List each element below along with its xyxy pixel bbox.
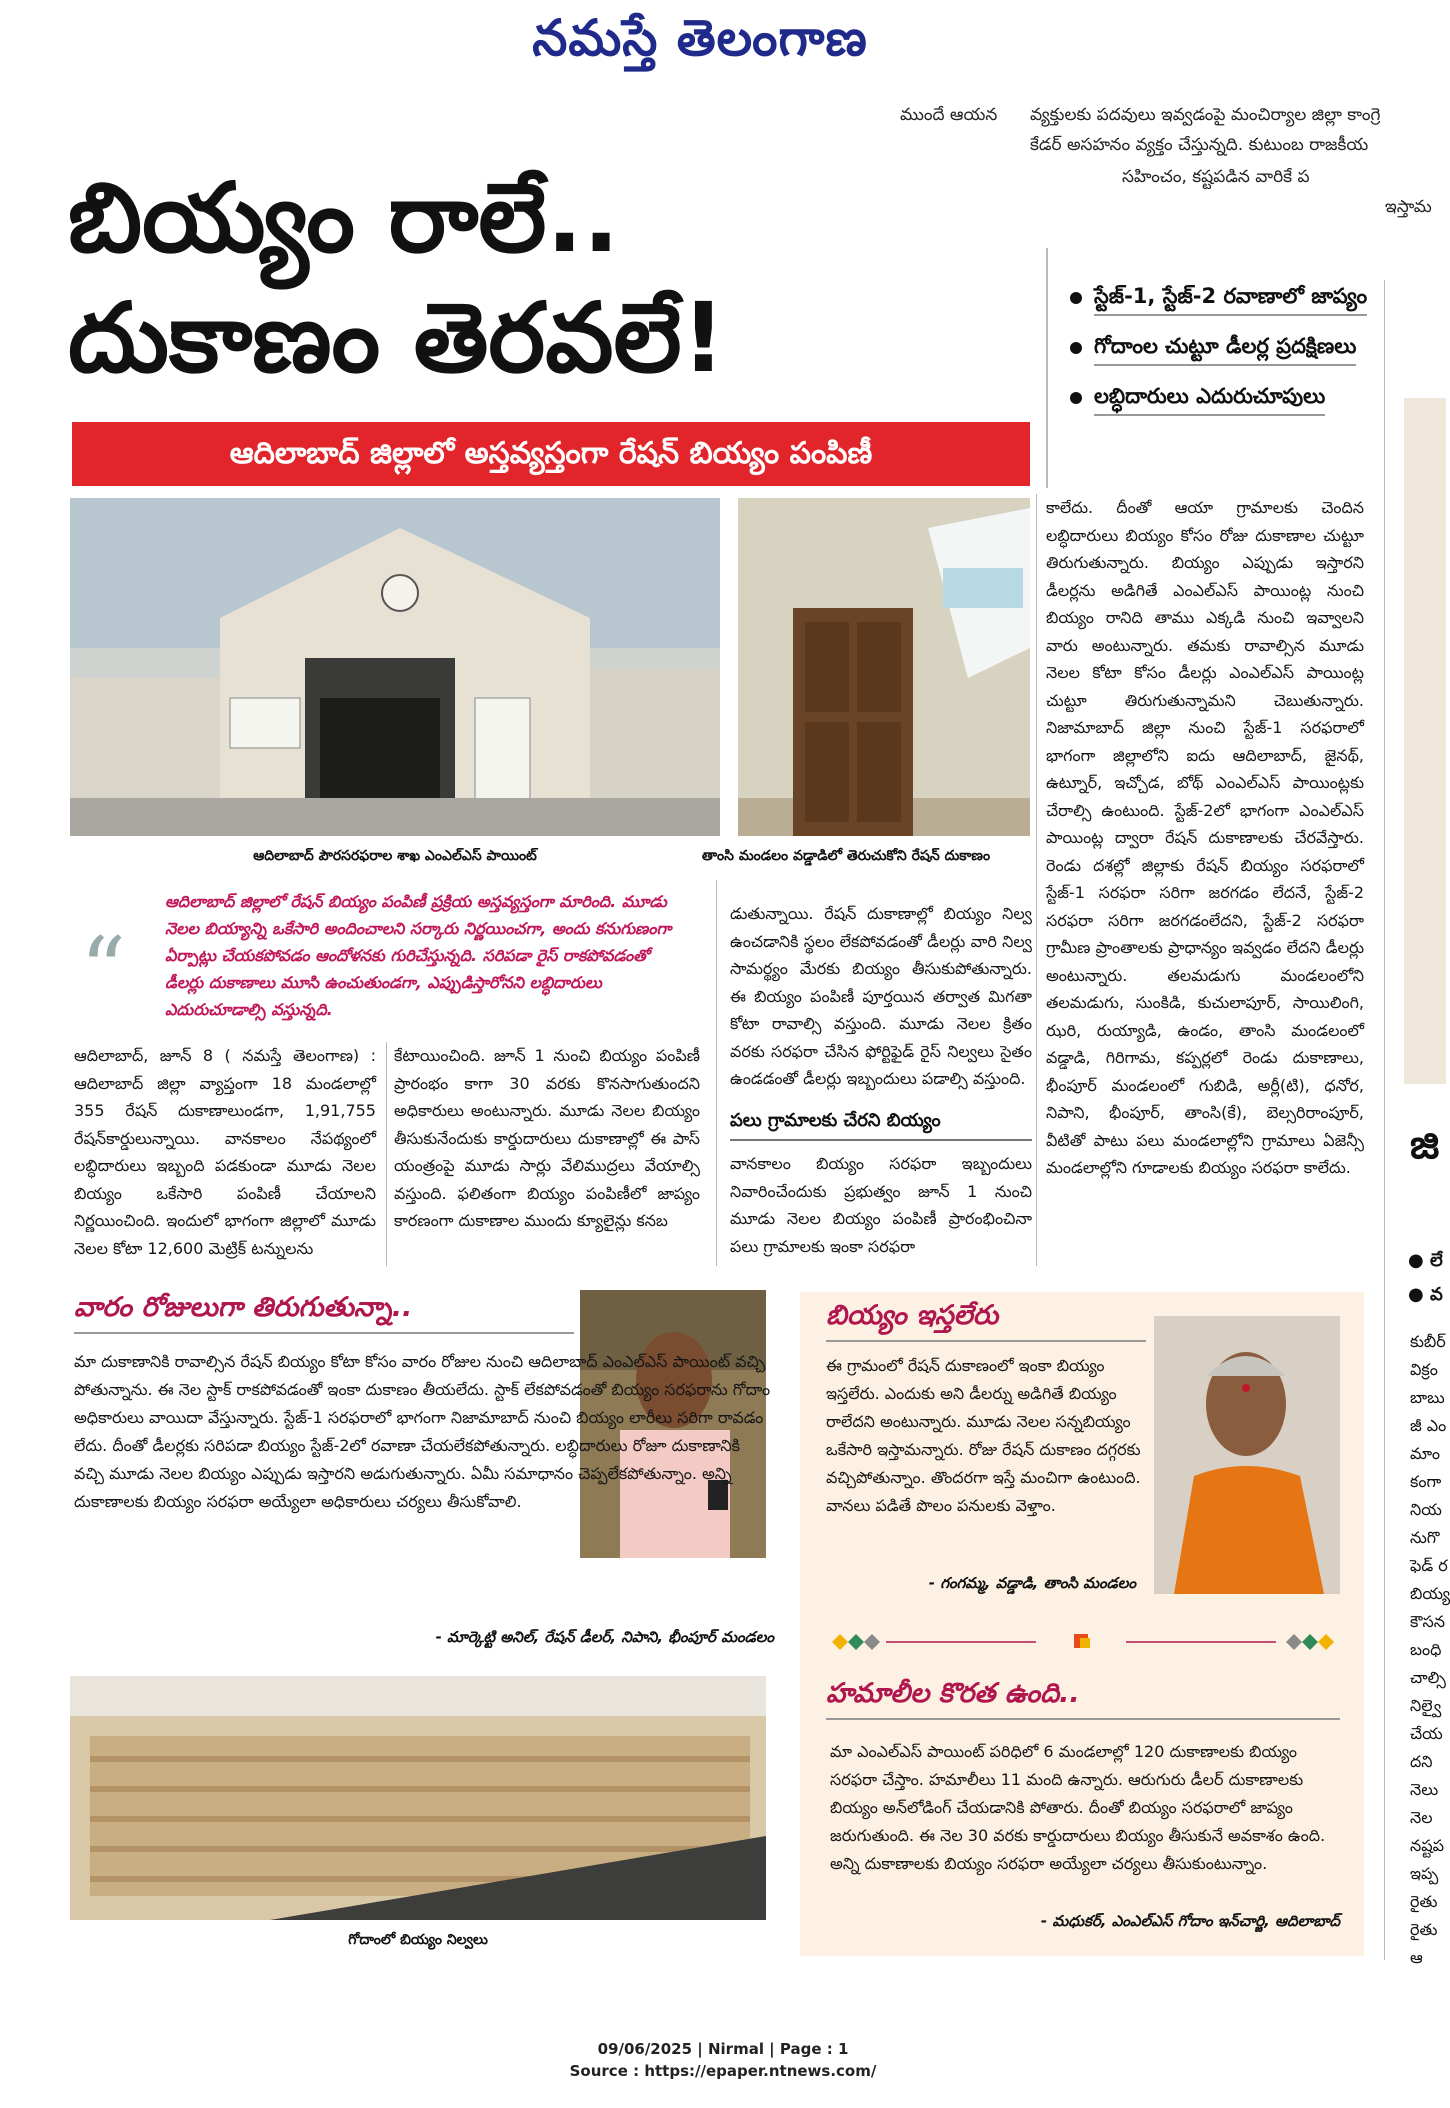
article-column-3: డుతున్నాయి. రేషన్ దుకాణాల్లో బియ్యం నిల్వ ఉంచడానికి స్థలం లేకపోవడంతో డీలర్లు వారి నిల్వ సామర్థ్యం మేరకు బియ్యం తీసుకుపోతున్నారు. ఈ బియ్యం పంపిణీ పూర్తయిన తర్వాత మిగతా కోటా రావాల్సి వస్తుంది. మూడు నెలల క్రితం వరకు సరఫరా చేసిన ఫోర్టిఫైడ్ రైస్ నిల్వలు సైతం ఉండడంతో డీలర్లు ఇబ్బందులు పడాల్సి వస్తుంది.: [730, 904, 1032, 1088]
bleed-text: ముందే ఆయన: [900, 105, 998, 125]
highlight-item: [1070, 282, 1370, 316]
column-divider: [386, 1042, 387, 1266]
right-edge-bullet-text: లే: [1429, 1250, 1443, 1271]
article-subheading: పలు గ్రామాలకు చేరని బియ్యం: [730, 1110, 1032, 1141]
highlight-item: [1070, 332, 1370, 366]
rice-stock-photo: [70, 1676, 766, 1920]
highlights-list: [1070, 282, 1370, 432]
right-edge-line: చాల్సి: [1410, 1668, 1446, 1687]
right-edge-line: చేయ: [1410, 1724, 1443, 1743]
bleed-text: వ్యక్తులకు పదవులు ఇవ్వడంపై మంచిర్యాల జిల్లా కాంగ్రె: [1030, 105, 1381, 125]
right-edge-line: ఇప్ప: [1410, 1864, 1439, 1883]
dealer-signature: - మార్కెట్టి అనిల్, రేషన్ డీలర్, నిపాని, భీంపూర్ మండలం: [435, 1628, 774, 1646]
title-underline: [826, 1340, 1146, 1342]
footer-source: Source : https://epaper.ntnews.com/: [569, 2062, 877, 2080]
closed-shop-photo: [738, 498, 1030, 836]
right-edge-line: దని: [1410, 1752, 1433, 1771]
highlight-item: [1070, 382, 1370, 416]
right-edge-ad: [1404, 398, 1446, 1084]
right-edge-line: నియ: [1410, 1500, 1442, 1519]
column-divider: [1036, 494, 1037, 1266]
photo-caption: ఆదిలాబాద్ పౌరసరఫరాల శాఖ ఎంఎల్ఎస్ పాయింట్: [253, 848, 537, 864]
photo-caption: గోదాంలో బియ్యం నిల్వలు: [348, 1932, 488, 1948]
godown-photo: [70, 498, 720, 836]
right-edge-bullet: ● వ: [1408, 1284, 1443, 1305]
right-edge-bullet-text: వ: [1429, 1284, 1443, 1305]
article-column-1: ఆదిలాబాద్, జూన్ 8 ( నమస్తే తెలంగాణ) : ఆదిలాబాద్ జిల్లా వ్యాప్తంగా 18 మండలాల్లో 355 రేషన్ దుకాణాలుండగా, 1,91,755 రేషన్‌కార్డులున్నాయి. వానకాలం నేపథ్యంలో లబ్ధిదారులు ఇబ్బంది పడకుండా మూడు నెలల బియ్యం ఒకేసారి పంపిణీ చేయాలని నిర్ణయించింది. ఇందులో భాగంగా జిల్లాలో మూడు నెలల కోటా 12,600 మెట్రిక్ టన్నులను: [74, 1046, 376, 1258]
official-signature: - మధుకర్, ఎంఎల్ఎస్ గోదాం ఇన్‌చార్జి, ఆదిలాబాద్: [1040, 1912, 1340, 1930]
right-edge-line: కౌసన: [1410, 1612, 1445, 1631]
pull-quote: ఆదిలాబాద్ జిల్లాలో రేషన్ బియ్యం పంపిణీ ప్రక్రియ అస్తవ్యస్తంగా మారింది. మూడు నెలల బియ్యాన్ని ఒకేసారి అందించాలని సర్కారు నిర్ణయించగా, అందు కనుగుణంగా ఏర్పాట్లు చేయకపోవడం ఆందోళనకు గురిచేస్తున్నది. సరిపడా రైస్ రాకపోవడంతో డీలర్లు దుకాణాలు మూసి ఉంచుతుండగా, ఎప్పుడిస్తారోనని లబ్ధిదారులు ఎదురుచూడాల్సి వస్తున్నది.: [165, 892, 672, 1019]
subheadline-bar: ఆదిలాబాద్ జిల్లాలో అస్తవ్యస్తంగా రేషన్ బియ్యం పంపిణీ: [72, 422, 1030, 486]
title-underline: [74, 1332, 574, 1334]
right-edge-line: నుగొ: [1410, 1528, 1440, 1547]
official-box-body: మా ఎంఎల్ఎస్ పాయింట్ పరిధిలో 6 మండలాల్లో 120 దుకాణాలకు బియ్యం సరఫరా చేస్తాం. హమాలీలు 11 మంది ఉన్నారు. ఆరుగురు డీలర్ దుకాణాలకు బియ్యం అన్‌లోడింగ్ చేయడానికి పోతారు. దీంతో బియ్యం సరఫరాలో జాప్యం జరుగుతుంది. ఈ నెల 30 వరకు కార్డుదారులు బియ్యం తీసుకునే అవకాశం ఉంది. అన్ని దుకాణాలకు బియ్యం సరఫరా అయ్యేలా చర్యలు తీసుకుంటున్నాం.: [830, 1742, 1326, 1873]
right-edge-line: మాం: [1410, 1444, 1441, 1463]
bleed-text: సహించం, కష్టపడిన వారికే ప: [1122, 167, 1310, 187]
masthead-logo: నమస్తే తెలంగాణ: [532, 8, 868, 67]
beneficiary-box-title: బియ్యం ఇస్తలేరు: [826, 1300, 999, 1331]
right-edge-line: నిల్వై: [1410, 1696, 1442, 1715]
right-edge-line: రైతు: [1410, 1920, 1438, 1939]
highlight-text: స్టేజ్-1, స్టేజ్-2 రవాణాలో జాప్యం: [1094, 282, 1367, 316]
right-edge-headline: జి: [1410, 1122, 1440, 1168]
bullet-dot-icon: [1070, 342, 1082, 354]
right-edge-line: ఫెడ్ ర: [1410, 1556, 1448, 1575]
right-edge-line: బంధి: [1410, 1640, 1442, 1659]
bullet-dot-icon: [1070, 292, 1082, 304]
right-edge-line: ఆ: [1410, 1948, 1423, 1967]
beneficiary-box-body: ఈ గ్రామంలో రేషన్ దుకాణంలో ఇంకా బియ్యం ఇస్తలేరు. ఎందుకు అని డీలర్ను అడిగితే బియ్యం రాలేదని అంటున్నారు. మూడు నెలల సన్నబియ్యం ఒకేసారి ఇస్తామన్నారు. రోజు రేషన్ దుకాణం దగ్గరకు వచ్చిపోతున్నాం. తొందరగా ఇస్తే మంచిగా ఉంటుంది. వానలు పడితే పొలం పనులకు వెళ్తాం.: [826, 1356, 1141, 1515]
bleed-text: కేడర్ అసహనం వ్యక్తం చేస్తున్నది. కుటుంబ రాజకీయ: [1030, 135, 1369, 155]
article-column-3b: వానకాలం బియ్యం సరఫరా ఇబ్బందులు నివారించేందుకు ప్రభుత్వం జూన్ 1 నుంచి మూడు నెలల బియ్యం పంపిణీ ప్రారంభించినా పలు గ్రామాలకు ఇంకా సరఫరా: [730, 1154, 1032, 1256]
right-edge-line: రైతు: [1410, 1892, 1438, 1911]
headline-line-1: బియ్యం రాలే..: [68, 162, 620, 274]
right-edge-line: విక్రం: [1410, 1360, 1438, 1379]
column-divider: [1384, 280, 1385, 1960]
bleed-text: ఇస్తామ: [1385, 197, 1432, 217]
column-divider: [1046, 248, 1048, 488]
right-edge-line: కంగా: [1410, 1472, 1442, 1491]
title-underline: [826, 1718, 1340, 1720]
right-edge-line: బియ్య: [1410, 1584, 1450, 1603]
bullet-dot-icon: [1070, 392, 1082, 404]
highlight-text: గోదాంల చుట్టూ డీలర్ల ప్రదక్షిణలు: [1094, 332, 1356, 366]
column-divider: [716, 880, 717, 1266]
right-edge-line: బాబు: [1410, 1388, 1445, 1407]
article-column-2: కేటాయించింది. జూన్ 1 నుంచి బియ్యం పంపిణీ ప్రారంభం కాగా 30 వరకు కొనసాగుతుందని అధికారులు అంటున్నారు. మూడు నెలల బియ్యం తీసుకునేందుకు కార్డుదారులు దుకాణాల్లో ఈ పాస్ యంత్రంపై మూడు సార్లు వేలిముద్రలు వేయాల్సి వస్తుంది. ఫలితంగా బియ్యం పంపిణీలో జాప్యం కారణంగా దుకాణాల ముందు క్యూలైన్లు కనబ: [394, 1046, 700, 1230]
footer-date-page: 09/06/2025 | Nirmal | Page : 1: [597, 2040, 849, 2058]
right-edge-text: [1410, 1328, 1450, 1972]
photo-caption: తాంసి మండలం వడ్డాడిలో తెరుచుకోని రేషన్ దుకాణం: [701, 848, 991, 864]
right-edge-line: నష్టప: [1410, 1836, 1445, 1855]
right-edge-bullet: ● లే: [1408, 1250, 1443, 1271]
dealer-box-title: వారం రోజులుగా తిరుగుతున్నా..: [74, 1292, 413, 1323]
highlight-text: లబ్ధిదారులు ఎదురుచూపులు: [1094, 382, 1325, 416]
beneficiary-portrait-photo: [1154, 1316, 1340, 1594]
quote-mark-icon: “: [80, 918, 127, 1023]
official-box-title: హమాలీల కొరత ఉంది..: [826, 1678, 1080, 1709]
ornament-divider-icon: [826, 1630, 1340, 1654]
right-edge-line: నెల: [1410, 1808, 1433, 1827]
right-edge-line: కుబీర్: [1410, 1332, 1446, 1351]
right-edge-line: జీ ఎం: [1410, 1416, 1447, 1435]
beneficiary-signature: - గంగమ్మ, వడ్డాడి, తాంసి మండలం: [928, 1574, 1136, 1592]
headline-line-2: దుకాణం తెరవలే!: [68, 282, 726, 394]
dealer-box-body: మా దుకాణానికి రావాల్సిన రేషన్ బియ్యం కోటా కోసం వారం రోజుల నుంచి ఆదిలాబాద్ ఎంఎల్ఎస్ పాయింట్ వచ్చి పోతున్నాను. ఈ నెల స్టాక్ రాకపోవడంతో ఇంకా దుకాణం తీయలేదు. స్టాక్ లేకపోవడంతో బియ్యం సరఫరాను గోదాం అధికారులు వాయిదా వేస్తున్నారు. స్టేజ్-1 సరఫరాలో భాగంగా నిజామాబాద్ నుంచి బియ్యం లారీలు సరిగా రావడం లేదు. దీంతో డీలర్లకు సరిపడా బియ్యం స్టేజ్-2లో రవాణా చేయలేకపోతున్నారు. లబ్ధిదారులు రోజూ దుకాణానికి వచ్చి మూడు నెలల బియ్యం ఎప్పుడు ఇస్తారని అడుగుతున్నారు. ఏమీ సమాధానం చెప్పలేకపోతున్నాం. అన్ని దుకాణాలకు బియ్యం సరఫరా అయ్యేలా అధికారులు చర్యలు తీసుకోవాలి.: [74, 1352, 771, 1511]
right-edge-line: నెలు: [1410, 1780, 1439, 1799]
article-column-4: కాలేదు. దీంతో ఆయా గ్రామాలకు చెందిన లబ్ధిదారులు బియ్యం కోసం రోజు దుకాణాల చుట్టూ తిరుగుతున్నారు. బియ్యం ఎప్పుడు ఇస్తారని డీలర్లను అడిగితే ఎంఎల్ఎస్ పాయింట్ల నుంచి బియ్యం రానిది తాము ఎక్కడి నుంచి ఇవ్వాలని వారు అంటున్నారు. తమకు రావాల్సిన మూడు నెలల కోటా కోసం డీలర్లు ఎంఎల్ఎస్ పాయింట్ల చుట్టూ తిరుగుతున్నామని చెబుతున్నారు. నిజామాబాద్ జిల్లా నుంచి స్టేజ్-1 సరఫరాలో భాగంగా జిల్లాలోని ఐదు ఆదిలాబాద్, జైనథ్, ఉట్నూర్, ఇచ్చోడ, బోథ్ ఎంఎల్ఎస్ పాయింట్లకు చేరాల్సి ఉంటుంది. స్టేజ్-2లో భాగంగా ఎంఎల్ఎస్ పాయింట్ల ద్వారా రేషన్ దుకాణాలకు చేరవేస్తారు. రెండు దశల్లో జిల్లాకు రేషన్ బియ్యం సరఫరాలో స్టేజ్-1 సరఫరా సరిగా జరగడం లేదనే, స్టేజ్-2 సరఫరా సరిగా జరగడంలేదని, స్టేజ్-2 సరఫరా గ్రామీణ ప్రాంతాలకు ప్రాధాన్యం ఇవ్వడం లేదని డీలర్లు అంటున్నారు. తలమడుగు మండలంలోని తలమడుగు, సుంకిడి, కుచులాపూర్, సాయిలింగి, ఝరి, రుయ్యాడి, ఉండం, తాంసి మండలంలో వడ్డాడి, గిరిగామ, కప్పర్లలో రెండు దుకాణాలు, భీంపూర్ మండలంలో గుబిడి, అర్లీ(టి), ధనోర, నిపాని, భీంపూర్, తాంసి(కే), బెల్సరిరాంపూర్, వీటితో పాటు పలు మండలాల్లోని గ్రామాలు ఏజెన్సీ మండలాల్లోని గూడాలకు బియ్యం సరఫరా కాలేదు.: [1046, 498, 1364, 1177]
